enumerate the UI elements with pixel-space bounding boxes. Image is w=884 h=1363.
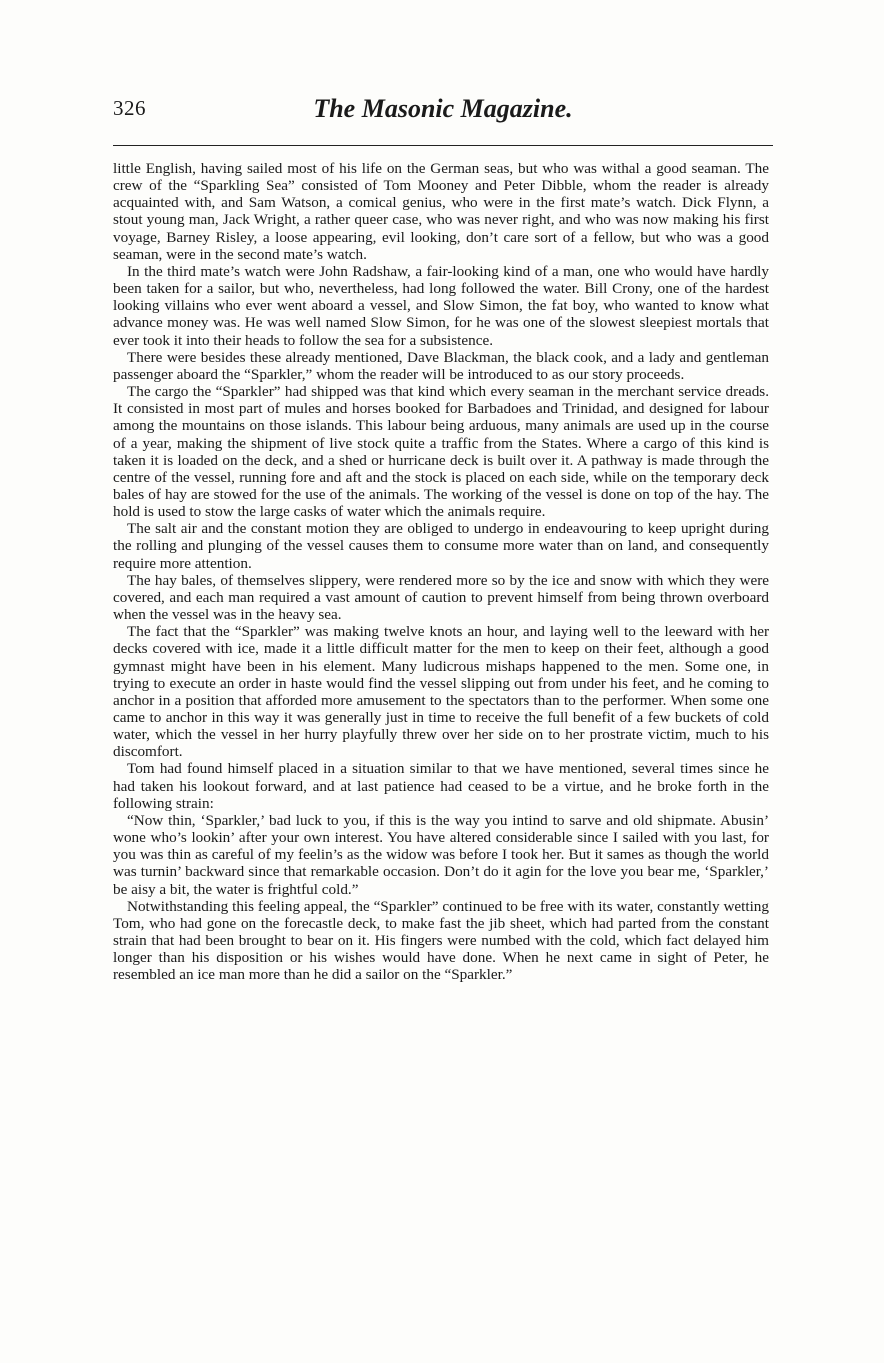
paragraph: The salt air and the constant motion they are obliged to undergo in endeavouring to keep upright during the rolling and plunging of the vessel causes them to consume more water than on land, and consequently require more attention. bbox=[113, 520, 769, 572]
paragraph: There were besides these already mentioned, Dave Blackman, the black cook, and a lady and gentleman passenger aboard the “Sparkler,” whom the reader will be introduced to as our story proceeds. bbox=[113, 348, 769, 383]
page-number: 326 bbox=[113, 96, 146, 120]
paragraph: The hay bales, of themselves slippery, were rendered more so by the ice and snow with which they were covered, and each man required a vast amount of caution to prevent himself from being thrown overboard when the vessel was in the heavy sea. bbox=[113, 571, 769, 624]
paragraph: “Now thin, ‘Sparkler,’ bad luck to you, if this is the way you intind to sarve and old shipmate. Abusin’ wone who’s lookin’ after your own interest. You have altered considerable since I sailed with you last, for you was thin as careful of my feelin’s as the widow was before I took her. But it sames as though the world was turnin’ backward since that remarkable occasion. Don’t do it agin for the love you bear me, ‘Sparkler,’ be aisy a bit, the water is frightful cold.” bbox=[113, 811, 769, 898]
paragraph: Tom had found himself placed in a situation similar to that we have mentioned, several times since he had taken his lookout forward, and at last patience had ceased to be a virtue, and he broke forth in the following strain: bbox=[113, 760, 769, 812]
article-body bbox=[113, 160, 769, 984]
header-rule bbox=[113, 145, 773, 146]
paragraph: In the third mate’s watch were John Radshaw, a fair-looking kind of a man, one who would have hardly been taken for a sailor, but who, nevertheless, had long followed the water. Bill Crony, one of the hardest looking villains who ever went aboard a vessel, and Slow Simon, the fat boy, who wanted to know what advance money was. He was well named Slow Simon, for he was one of the slowest sleepiest mortals that ever took it into their heads to follow the sea for a subsistence. bbox=[113, 262, 769, 349]
paragraph: Notwithstanding this feeling appeal, the “Sparkler” continued to be free with its water, constantly wetting Tom, who had gone on the forecastle deck, to make fast the jib sheet, which had parted from the constant strain that had been brought to bear on it. His fingers were numbed with the cold, which fact delayed him longer than his disposition or his wishes would have done. When he next came in sight of Peter, he resembled an ice man more than he did a sailor on the “Sparkler.” bbox=[113, 897, 769, 984]
paragraph: little English, having sailed most of his life on the German seas, but who was withal a good seaman. The crew of the “Sparkling Sea” consisted of Tom Mooney and Peter Dibble, whom the reader is already acquainted with, and Sam Watson, a comical genius, who were in the first mate’s watch. Dick Flynn, a stout young man, Jack Wright, a rather queer case, who was never right, and who was now making his first voyage, Barney Risley, a loose appearing, evil looking, don’t care sort of a fellow, but who was a good seaman, were in the second mate’s watch. bbox=[113, 160, 769, 263]
paragraph: The fact that the “Sparkler” was making twelve knots an hour, and laying well to the leeward with her decks covered with ice, made it a little difficult matter for the men to keep on their feet, although a good gymnast might have been in his element. Many ludicrous mishaps happened to the men. Some one, in trying to execute an order in haste would find the vessel slipping out from under his feet, and he coming to anchor in a position that afforded more amusement to the spectators than to the performer. When some one came to anchor in this way it was generally just in time to receive the full benefit of a few buckets of cold water, which the vessel in her hurry playfully threw over her side on to her prostrate victim, much to his discomfort. bbox=[113, 623, 769, 761]
paragraph: The cargo the “Sparkler” had shipped was that kind which every seaman in the merchant service dreads. It consisted in most part of mules and horses booked for Barbadoes and Trinidad, and designed for labour among the mountains on those islands. This labour being arduous, many animals are used up in the course of a year, making the shipment of live stock quite a traffic from the States. Where a cargo of this kind is taken it is loaded on the deck, and a shed or hurricane deck is built over it. A pathway is made through the centre of the vessel, running fore and aft and the stock is placed on each side, while on the temporary deck bales of hay are stowed for the use of the animals. The working of the vessel is done on top of the hay. The hold is used to stow the large casks of water which the animals require. bbox=[113, 383, 769, 521]
running-title: The Masonic Magazine. bbox=[313, 94, 573, 123]
page-header bbox=[113, 96, 773, 130]
